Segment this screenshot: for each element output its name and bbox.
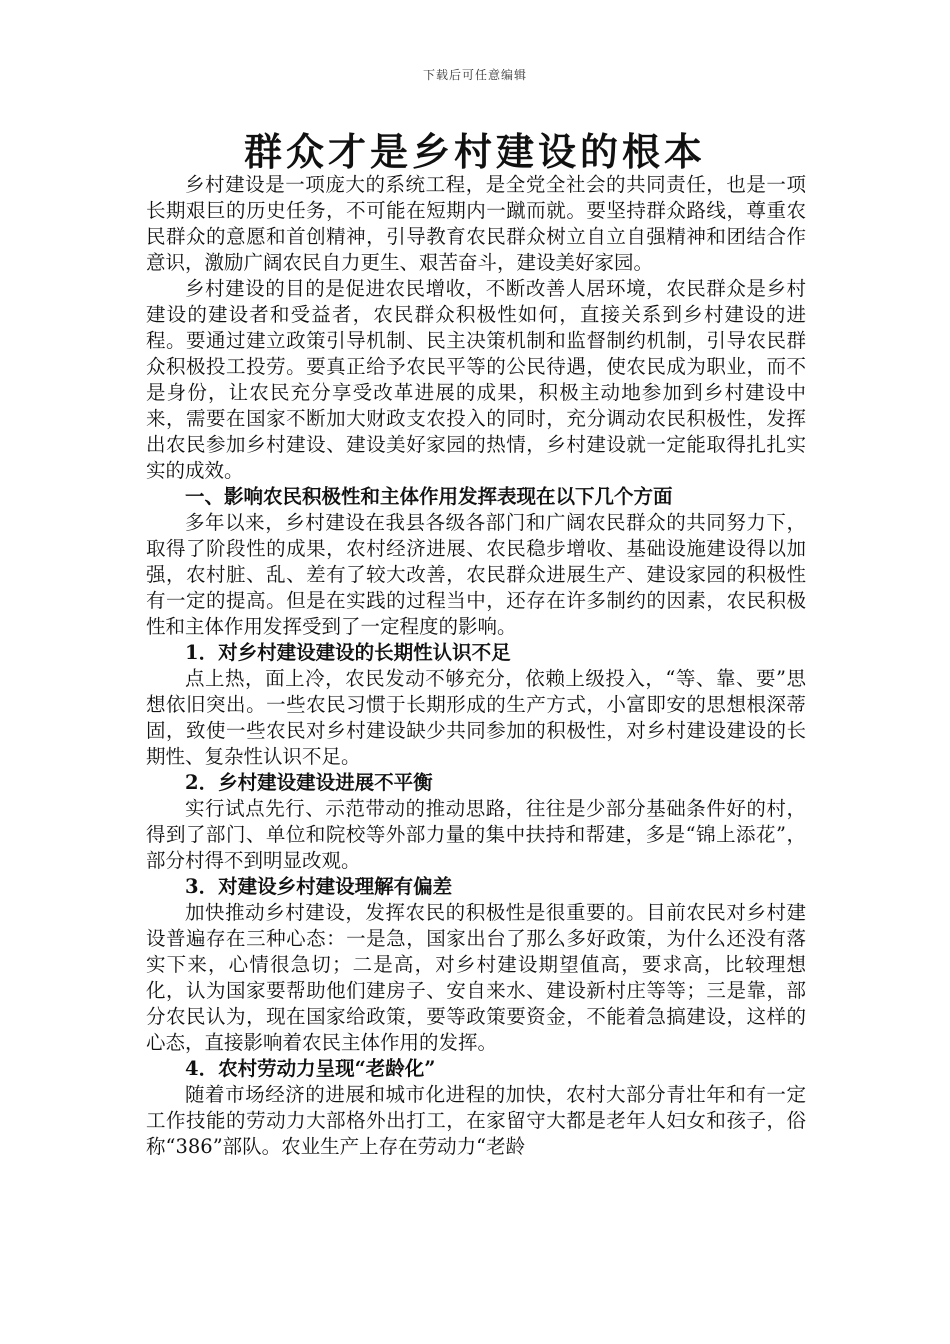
- header-note: 下载后可任意编辑: [422, 68, 527, 82]
- subsection-heading: 2．乡村建设建设进展不平衡: [185, 771, 433, 794]
- subsection-paragraph: 随着市场经济的进展和城市化进程的加快，农村大部分青壮年和有一定工作技能的劳动力大部格外出打工，在家留守大都是老年人妇女和孩子，俗称“386”部队。农业生产上存在劳动力“老龄: [146, 1083, 806, 1158]
- subsection-paragraph: 实行试点先行、示范带动的推动思路，往往是少部分基础条件好的村，得到了部门、单位和院校等外部力量的集中扶持和帮建，多是“锦上添花”，部分村得不到明显改观。: [146, 797, 806, 872]
- subsection-paragraph: 加快推动乡村建设，发挥农民的积极性是很重要的。目前农民对乡村建设普遍存在三种心态：一是急，国家出台了那么多好政策，为什么还没有落实下来，心情很急切；二是高，对乡村建设期望值高，要求高，比较理想化，认为国家要帮助他们建房子、安自来水、建设新村庄等等；三是靠，部分农民认为，现在国家给政策，要等政策要资金，不能着急搞建设，这样的心态，直接影响着农民主体作用的发挥。: [146, 901, 806, 1054]
- intro-paragraph: 乡村建设的目的是促进农民增收，不断改善人居环境，农民群众是乡村建设的建设者和受益者，农民群众积极性如何，直接关系到乡村建设的进程。要通过建立政策引导机制、民主决策机制和监督制约机制，引导农民群众积极投工投劳。要真正给予农民平等的公民待遇，使农民成为职业，而不是身份，让农民充分享受改革进展的成果，积极主动地参加到乡村建设中来，需要在国家不断加大财政支农投入的同时，充分调动农民积极性，发挥出农民参加乡村建设、建设美好家园的热情，乡村建设就一定能取得扎扎实实的成效。: [146, 277, 806, 482]
- intro-paragraph: 乡村建设是一项庞大的系统工程，是全党全社会的共同责任，也是一项长期艰巨的历史任务，不可能在短期内一蹴而就。要坚持群众路线，尊重农民群众的意愿和首创精神，引导教育农民群众树立自立自强精神和团结合作意识，激励广阔农民自力更生、艰苦奋斗，建设美好家园。: [146, 173, 806, 274]
- subsection-heading: 4．农村劳动力呈现“老龄化”: [185, 1057, 436, 1080]
- subsection-paragraph: 点上热，面上冷，农民发动不够充分，依赖上级投入，“等、靠、要”思想依旧突出。一些农民习惯于长期形成的生产方式，小富即安的思想根深蒂固，致使一些农民对乡村建设缺少共同参加的积极性，对乡村建设建设的长期性、复杂性认识不足。: [146, 667, 806, 768]
- document-body: [146, 172, 806, 1160]
- section-paragraph: 多年以来，乡村建设在我县各级各部门和广阔农民群众的共同努力下，取得了阶段性的成果，农村经济进展、农民稳步增收、基础设施建设得以加强，农村脏、乱、差有了较大改善，农民群众进展生产、建设家园的积极性有一定的提高。但是在实践的过程当中，还存在许多制约的因素，农民积极性和主体作用发挥受到了一定程度的影响。: [146, 511, 806, 638]
- subsection-heading: 3．对建设乡村建设理解有偏差: [185, 875, 453, 898]
- subsection-heading: 1．对乡村建设建设的长期性认识不足: [185, 641, 511, 664]
- section-heading: 一、影响农民积极性和主体作用发挥表现在以下几个方面: [185, 485, 673, 508]
- document-title: 群众才是乡村建设的根本: [243, 129, 706, 174]
